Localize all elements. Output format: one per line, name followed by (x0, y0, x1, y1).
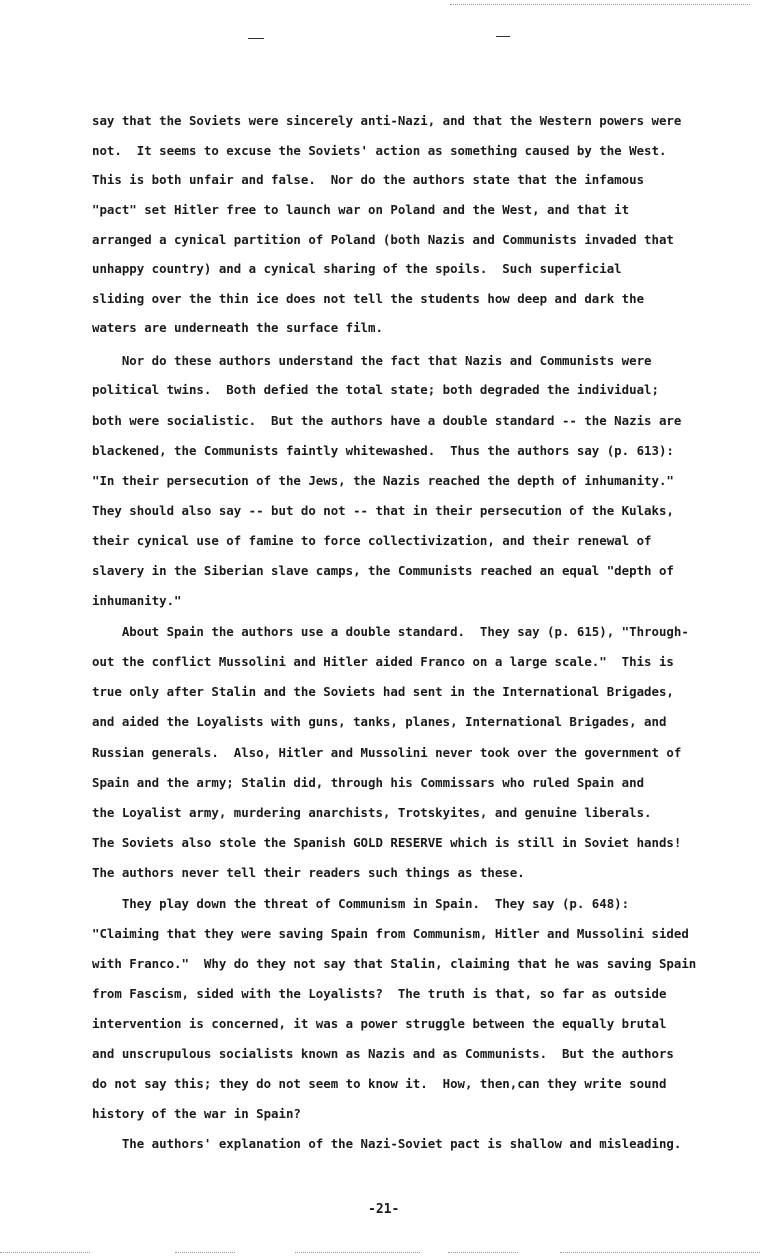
scan-artifact-bottom (448, 1252, 518, 1253)
scan-mark (496, 36, 510, 37)
text-line: and aided the Loyalists with guns, tanks, planes, International Brigades, and (92, 714, 667, 729)
text-line: history of the war in Spain? (92, 1106, 301, 1121)
text-line: not. It seems to excuse the Soviets' action as something caused by the West. (92, 143, 667, 158)
text-line: out the conflict Mussolini and Hitler aided Franco on a large scale." This is (92, 654, 674, 669)
text-line: blackened, the Communists faintly whitewashed. Thus the authors say (p. 613): (92, 443, 674, 458)
text-line: The Soviets also stole the Spanish GOLD RESERVE which is still in Soviet hands! (92, 835, 682, 850)
scan-artifact-bottom (175, 1252, 235, 1253)
text-line: arranged a cynical partition of Poland (both Nazis and Communists invaded that (92, 232, 674, 247)
text-line: intervention is concerned, it was a power struggle between the equally brutal (92, 1016, 667, 1031)
text-line: and unscrupulous socialists known as Nazis and as Communists. But the authors (92, 1046, 674, 1061)
text-line: the Loyalist army, murdering anarchists, Trotskyites, and genuine liberals. (92, 805, 652, 820)
text-line: They should also say -- but do not -- that in their persecution of the Kulaks, (92, 503, 674, 518)
text-line: slavery in the Siberian slave camps, the Communists reached an equal "depth of (92, 563, 674, 578)
text-line: do not say this; they do not seem to know it. How, then,can they write sound (92, 1076, 667, 1091)
page-number: -21- (368, 1202, 400, 1217)
text-line: "Claiming that they were saving Spain from Communism, Hitler and Mussolini sided (92, 926, 689, 941)
text-line: from Fascism, sided with the Loyalists? The truth is that, so far as outside (92, 986, 667, 1001)
text-line: political twins. Both defied the total state; both degraded the individual; (92, 382, 659, 397)
text-line: "In their persecution of the Jews, the Nazis reached the depth of inhumanity." (92, 473, 674, 488)
text-line: true only after Stalin and the Soviets had sent in the International Brigades, (92, 684, 674, 699)
scan-artifact-bottom (295, 1252, 420, 1253)
text-line: Spain and the army; Stalin did, through his Commissars who ruled Spain and (92, 775, 645, 790)
text-line: waters are underneath the surface film. (92, 320, 383, 335)
text-line: The authors never tell their readers such things as these. (92, 865, 525, 880)
scan-mark (248, 38, 264, 39)
text-line: both were socialistic. But the authors have a double standard -- the Nazis are (92, 413, 682, 428)
text-line: unhappy country) and a cynical sharing of the spoils. Such superficial (92, 261, 622, 276)
text-line: The authors' explanation of the Nazi-Soviet pact is shallow and misleading. (92, 1136, 682, 1151)
text-line: say that the Soviets were sincerely anti-Nazi, and that the Western powers were (92, 113, 682, 128)
text-line: with Franco." Why do they not say that Stalin, claiming that he was saving Spain (92, 956, 697, 971)
text-line: their cynical use of famine to force collectivization, and their renewal of (92, 533, 652, 548)
scan-artifact-bottom (560, 1252, 760, 1253)
text-line: About Spain the authors use a double standard. They say (p. 615), "Through- (92, 624, 689, 639)
text-line: They play down the threat of Communism in Spain. They say (p. 648): (92, 896, 630, 911)
text-line: inhumanity." (92, 593, 182, 608)
text-line: Russian generals. Also, Hitler and Mussolini never took over the government of (92, 745, 682, 760)
text-line: sliding over the thin ice does not tell the students how deep and dark the (92, 291, 645, 306)
scan-artifact-bottom (0, 1252, 90, 1253)
text-line: This is both unfair and false. Nor do the authors state that the infamous (92, 172, 645, 187)
text-line: Nor do these authors understand the fact that Nazis and Communists were (92, 353, 652, 368)
scan-artifact-top (450, 4, 750, 5)
text-line: "pact" set Hitler free to launch war on Poland and the West, and that it (92, 202, 630, 217)
